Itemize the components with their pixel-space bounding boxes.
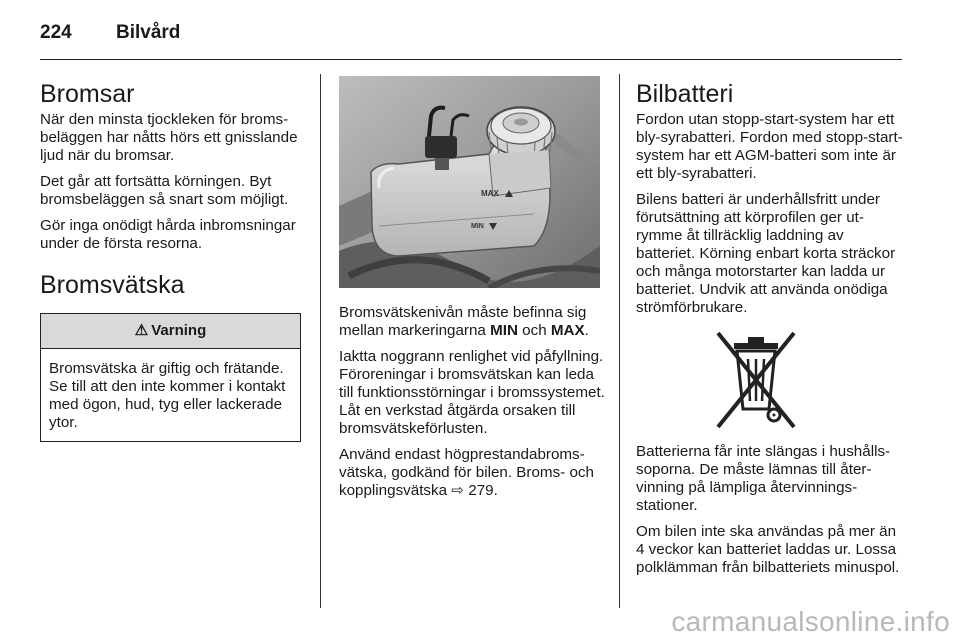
battery-heading: Bilbatteri bbox=[636, 80, 734, 108]
watermark: carmanualsonline.info bbox=[671, 606, 950, 637]
warning-text: Bromsvätska är giftig och frätande. Se till att den inte kommer i kontakt med ögon, hud, tyg eller lackerade ytor. bbox=[49, 360, 286, 431]
brakes-heading: Bromsar bbox=[40, 80, 135, 108]
brakes-paragraph-2: Det går att fortsätta körningen. Byt bromsbeläggen så snart som möjligt. bbox=[40, 173, 289, 208]
brakes-paragraph-1: När den minsta tjockleken för bromsbeläggen har nåtts hörs ett gnisslande ljud när du bromsar. bbox=[40, 111, 298, 164]
fluid-level-period: . bbox=[584, 322, 589, 339]
brake-fluid-heading: Bromsvätska bbox=[40, 271, 185, 299]
min-mark-label: MIN bbox=[490, 322, 518, 339]
warning-title: Varning bbox=[151, 322, 207, 339]
fluid-spec-paragraph bbox=[339, 446, 605, 500]
photo-max-label: MAX bbox=[481, 189, 499, 198]
brakes-paragraph-3: Gör inga onödigt hårda inbromsningar under de första resorna. bbox=[40, 217, 296, 252]
crossed-out-bin-icon bbox=[712, 329, 800, 433]
page-reference[interactable]: 279. bbox=[464, 482, 498, 499]
warning-header bbox=[41, 314, 300, 349]
fluid-level-paragraph bbox=[339, 304, 605, 340]
cleanliness-paragraph: Iaktta noggrann renlighet vid påfyllning. Föroreningar i bromsvätskan kan leda till funktionsstörningar i bromssystemet. Låt en verkstad åtgärda orsaken till bromsvätskeförlusten. bbox=[339, 348, 605, 437]
page-number: 224 bbox=[40, 22, 72, 43]
brake-fluid-reservoir-photo bbox=[339, 76, 600, 288]
left-column bbox=[40, 80, 302, 442]
header-rule bbox=[40, 59, 902, 60]
warning-triangle-icon: ⚠ bbox=[134, 322, 149, 339]
middle-column bbox=[339, 304, 605, 508]
chapter-title: Bilvård bbox=[116, 22, 181, 43]
column-divider-left bbox=[320, 74, 321, 608]
fluid-spec-text: Använd endast högprestandabromsvätska, godkänd för bilen. Broms- och kopplingsvätska bbox=[339, 446, 594, 499]
fluid-level-text: Bromsvätskenivån måste befinna sig mellan markeringarna bbox=[339, 304, 587, 339]
photo-min-label: MIN bbox=[471, 223, 484, 230]
fluid-level-and: och bbox=[517, 322, 551, 339]
battery-disposal-paragraph: Batterierna får inte slängas i hushållssoporna. De måste lämnas till återvinning på lämpliga återvinningsstationer. bbox=[636, 443, 891, 514]
arrow-reference-icon: ⇨ bbox=[451, 482, 465, 499]
warning-box bbox=[40, 313, 301, 442]
battery-paragraph-1: Fordon utan stopp-start-system har ett bly-syrabatteri. Fordon med stopp-start-system har ett AGM-batteri som inte är ett bly-syrabatteri. bbox=[636, 111, 903, 182]
recycling-symbol-block bbox=[636, 325, 904, 437]
max-mark-label: MAX bbox=[550, 322, 585, 339]
right-column bbox=[636, 80, 904, 585]
battery-storage-paragraph: Om bilen inte ska användas på mer än 4 veckor kan batteriet laddas ur. Lossa polklämman från bilbatteriets minuspol. bbox=[636, 523, 900, 576]
column-divider-right bbox=[619, 74, 620, 608]
battery-paragraph-2: Bilens batteri är underhållsfritt under förutsättning att körprofilen ger utrymme åt tillräcklig laddning av batteriet. Körning enbart korta sträckor och många motorstarter kan ladda ur batteriet. Undvik att använda onödiga strömförbrukare. bbox=[636, 191, 896, 316]
